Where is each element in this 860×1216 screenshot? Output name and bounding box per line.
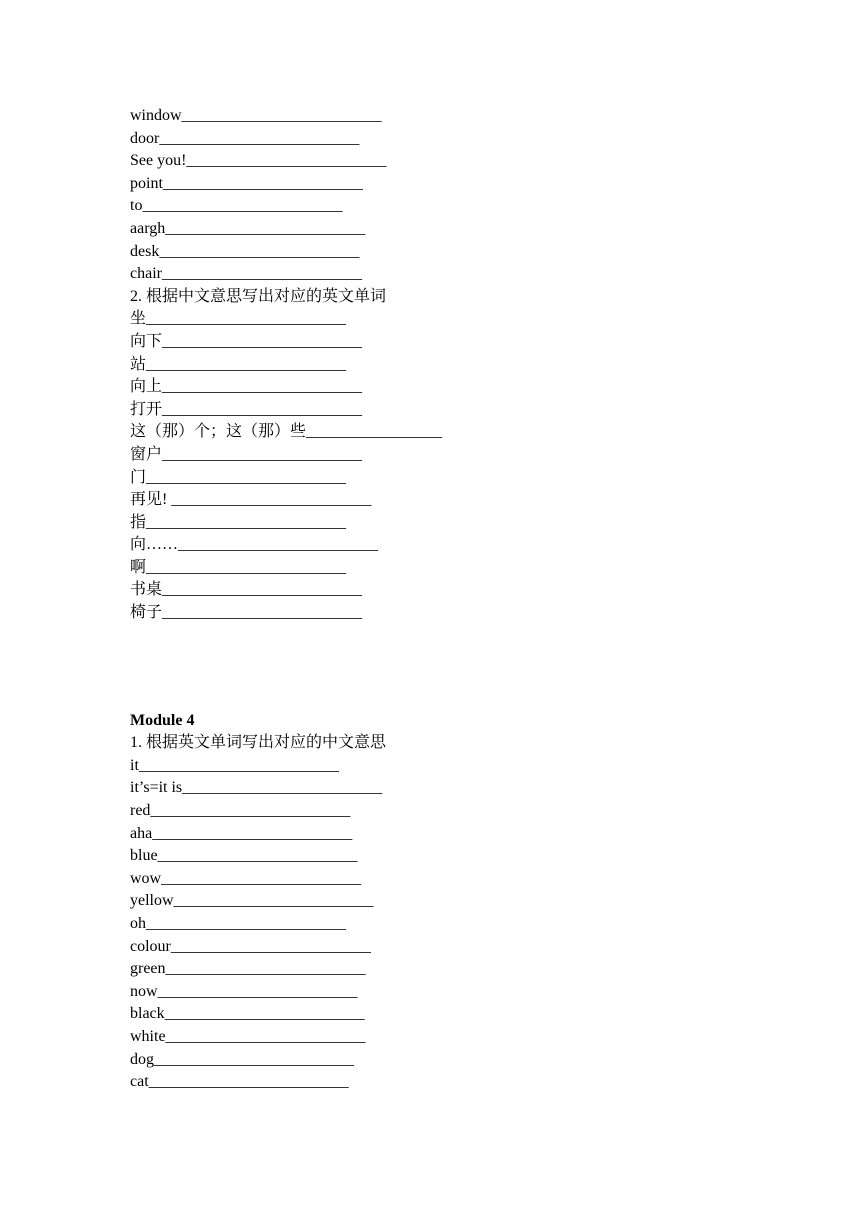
section-a-vocab-list bbox=[130, 105, 810, 625]
vocab-line: red_________________________ bbox=[130, 802, 351, 820]
vocab-line: 啊_________________________ bbox=[130, 558, 347, 576]
document-page bbox=[130, 105, 810, 1094]
section-gap bbox=[130, 625, 810, 710]
vocab-line: chair_________________________ bbox=[130, 265, 362, 283]
vocab-line: yellow_________________________ bbox=[130, 892, 374, 910]
vocab-line: cat_________________________ bbox=[130, 1073, 349, 1091]
vocab-line: colour_________________________ bbox=[130, 937, 371, 955]
vocab-line: 向下_________________________ bbox=[130, 332, 363, 350]
vocab-line: 向……_________________________ bbox=[130, 536, 379, 554]
vocab-line: 椅子_________________________ bbox=[130, 604, 363, 622]
vocab-line: wow_________________________ bbox=[130, 869, 362, 887]
vocab-line: 向上_________________________ bbox=[130, 378, 363, 396]
vocab-line: to_________________________ bbox=[130, 197, 343, 215]
vocab-line: 再见! _________________________ bbox=[130, 491, 372, 509]
vocab-line: it_________________________ bbox=[130, 756, 339, 774]
vocab-line: black_________________________ bbox=[130, 1005, 365, 1023]
vocab-line: 站_________________________ bbox=[130, 355, 347, 373]
vocab-line: 坐_________________________ bbox=[130, 310, 347, 328]
vocab-line: it’s=it is_________________________ bbox=[130, 779, 383, 797]
vocab-line: oh_________________________ bbox=[130, 915, 346, 932]
vocab-line: blue_________________________ bbox=[130, 847, 358, 865]
vocab-line: aargh_________________________ bbox=[130, 219, 366, 237]
vocab-line: 1. 根据英文单词写出对应的中文意思 bbox=[130, 734, 387, 752]
vocab-line: 这（那）个；这（那）些_________________ bbox=[130, 423, 443, 441]
vocab-line: white_________________________ bbox=[130, 1027, 366, 1045]
vocab-line: 指_________________________ bbox=[130, 513, 347, 531]
section-b-vocab-list bbox=[130, 732, 810, 1094]
vocab-line: 门_________________________ bbox=[130, 468, 347, 486]
vocab-line: 书桌_________________________ bbox=[130, 581, 363, 599]
vocab-line: 窗户_________________________ bbox=[130, 445, 363, 463]
vocab-line: 打开_________________________ bbox=[130, 400, 363, 418]
module-title: Module 4 bbox=[130, 711, 195, 729]
vocab-line: aha_________________________ bbox=[130, 824, 353, 842]
vocab-line: now_________________________ bbox=[130, 982, 358, 1000]
vocab-line: window_________________________ bbox=[130, 107, 382, 124]
vocab-line: door_________________________ bbox=[130, 129, 360, 147]
vocab-line: desk_________________________ bbox=[130, 242, 360, 260]
vocab-line: green_________________________ bbox=[130, 960, 366, 978]
vocab-line: See you!_________________________ bbox=[130, 152, 387, 170]
vocab-line: dog_________________________ bbox=[130, 1050, 354, 1068]
vocab-line: point_________________________ bbox=[130, 174, 363, 192]
vocab-line: 2. 根据中文意思写出对应的英文单词 bbox=[130, 287, 387, 305]
